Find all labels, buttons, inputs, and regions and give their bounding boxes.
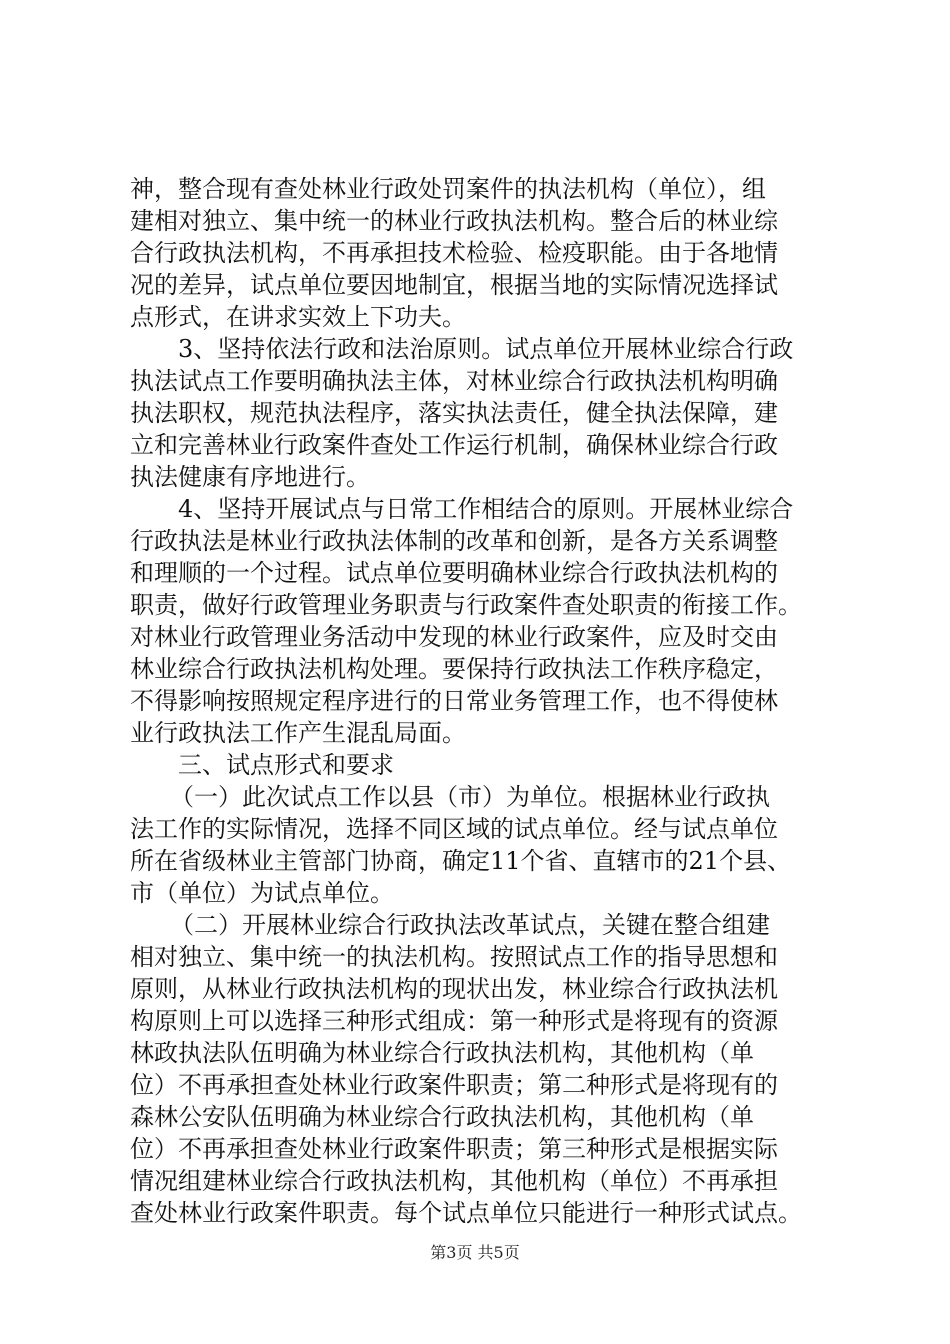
page-number-footer: 第3页 共5页	[430, 1243, 520, 1262]
text-line: 对林业行政管理业务活动中发现的林业行政案件，应及时交由	[130, 623, 778, 651]
text-line: 所在省级林业主管部门协商，确定11个省、直辖市的21个县、	[130, 847, 792, 875]
text-line: 不得影响按照规定程序进行的日常业务管理工作，也不得使林	[130, 687, 778, 715]
text-line: 位）不再承担查处林业行政案件职责；第二种形式是将现有的	[130, 1071, 778, 1099]
text-line: 神，整合现有查处林业行政处罚案件的执法机构（单位），组	[130, 175, 766, 203]
text-line: 合行政执法机构，不再承担技术检验、检疫职能。由于各地情	[130, 239, 778, 267]
text-line: 查处林业行政案件职责。每个试点单位只能进行一种形式试点。	[130, 1199, 802, 1227]
text-line: 执法健康有序地进行。	[130, 463, 370, 491]
text-line: 情况组建林业综合行政执法机构，其他机构（单位）不再承担	[130, 1167, 778, 1195]
text-line: 行政执法是林业行政执法体制的改革和创新，是各方关系调整	[130, 527, 778, 555]
text-line: 况的差异，试点单位要因地制宜，根据当地的实际情况选择试	[130, 271, 778, 299]
text-line: 点形式，在讲求实效上下功夫。	[130, 303, 466, 331]
text-line: 林业综合行政执法机构处理。要保持行政执法工作秩序稳定，	[130, 655, 778, 683]
text-line: 法工作的实际情况，选择不同区域的试点单位。经与试点单位	[130, 815, 778, 843]
text-line: 市（单位）为试点单位。	[130, 879, 394, 907]
text-line: 森林公安队伍明确为林业综合行政执法机构，其他机构（单	[130, 1103, 754, 1131]
paragraph-heading-3: 3、坚持依法行政和法治原则。试点单位开展林业综合行政	[178, 335, 794, 363]
paragraph-heading-4: 4、坚持开展试点与日常工作相结合的原则。开展林业综合	[178, 495, 794, 523]
section-heading: 三、试点形式和要求	[178, 751, 394, 779]
text-line: 和理顺的一个过程。试点单位要明确林业综合行政执法机构的	[130, 559, 778, 587]
text-line: 相对独立、集中统一的执法机构。按照试点工作的指导思想和	[130, 943, 778, 971]
paragraph-heading-2: （二）开展林业综合行政执法改革试点，关键在整合组建	[170, 911, 770, 939]
text-line: 林政执法队伍明确为林业综合行政执法机构，其他机构（单	[130, 1039, 754, 1067]
text-line: 构原则上可以选择三种形式组成：第一种形式是将现有的资源	[130, 1007, 778, 1035]
text-line: 立和完善林业行政案件查处工作运行机制，确保林业综合行政	[130, 431, 778, 459]
text-line: 执法职权，规范执法程序，落实执法责任，健全执法保障，建	[130, 399, 778, 427]
paragraph-heading-1: （一）此次试点工作以县（市）为单位。根据林业行政执	[170, 783, 770, 811]
text-line: 执法试点工作要明确执法主体，对林业综合行政执法机构明确	[130, 367, 778, 395]
text-line: 位）不再承担查处林业行政案件职责；第三种形式是根据实际	[130, 1135, 778, 1163]
text-line: 建相对独立、集中统一的林业行政执法机构。整合后的林业综	[130, 207, 778, 235]
text-line: 原则，从林业行政执法机构的现状出发，林业综合行政执法机	[130, 975, 778, 1003]
text-line: 业行政执法工作产生混乱局面。	[130, 719, 466, 747]
document-body	[130, 173, 830, 1229]
text-line: 职责，做好行政管理业务职责与行政案件查处职责的衔接工作。	[130, 591, 802, 619]
